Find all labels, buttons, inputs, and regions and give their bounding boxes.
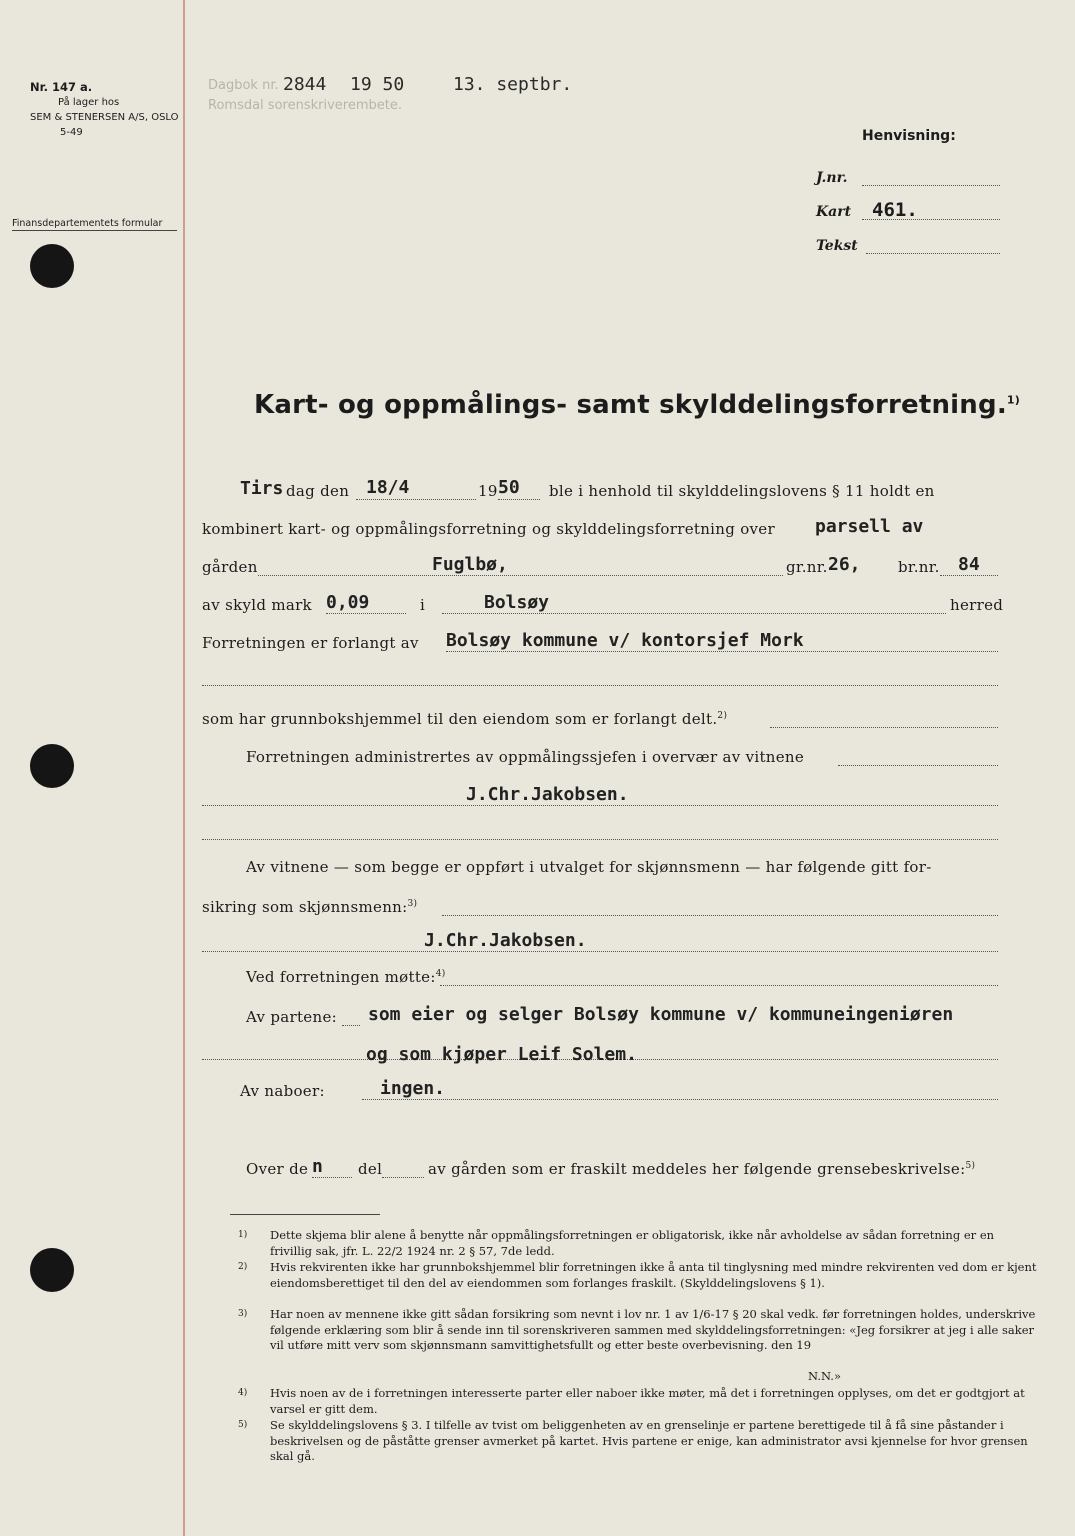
del-label: del [358,1160,383,1178]
blank-line [202,684,998,686]
brnr-value: 84 [958,554,980,575]
footnote-text: Har noen av mennene ikke gitt sådan forsikring som nevnt i lov nr. 1 av 1/6-17 § 20 skal vedk. før forretningen holdes, underskrive følgende erklæring som blir å sende inn til sorenskriveren sammen med skylddelingsforretningen: «Jeg forsikrer at jeg i alle saker vil utføre mitt verv som skjønnsmann samvittighetsfullt og etter beste overbevisning. den 19 [270,1307,1036,1353]
requested-line [446,650,998,652]
parties-value-2: og som kjøper Leif Solem. [366,1044,637,1065]
del-line [382,1176,424,1178]
footnote-text: Dette skjema blir alene å benytte når oppmålingsforretningen er obligatorisk, ikke når avholdelse av sådan forretning er en frivillig sak, jfr. L. 22/2 1924 nr. 2 § 57, 7de ledd. [270,1228,995,1258]
farm-label: gården [202,558,258,576]
jnr-label: J.nr. [816,170,848,186]
journal-date: 13. septbr. [453,74,573,95]
line2-text: kombinert kart- og oppmålingsforretning og skylddelingsforretning over [202,520,775,538]
footnote-mark: 5) [238,1420,248,1430]
witness-text-2-note: 3) [407,899,418,909]
boundary-note: 5) [965,1161,976,1171]
farm-line [258,574,783,576]
title-line [202,710,727,728]
line1-rest: ble i henhold til skylddelingslovens § 11 holdt en [549,482,935,500]
year-line [498,498,540,500]
footnote-1 [238,1228,1038,1259]
journal-prefix: Dagbok nr. [208,78,279,93]
requested-label: Forretningen er forlangt av [202,634,419,652]
footnote-mark: 3) [238,1309,248,1319]
tekst-label: Tekst [816,238,858,254]
neighbours-label: Av naboer: [240,1082,325,1100]
form-number: Nr. 147 a. [30,80,93,94]
line2-value: parsell av [815,516,924,537]
witness-text-2-label: sikring som skjønnsmenn: [202,898,408,916]
boundary-text [428,1160,975,1178]
title-line-text: som har grunnbokshjemmel til den eiendom som er forlangt delt. [202,710,718,728]
witness-text-line [442,914,998,916]
footnote-text: N.N.» [808,1369,842,1383]
brnr-label: br.nr. [898,558,940,576]
year-value: 50 [498,477,520,498]
title-note: 1) [1006,393,1020,407]
brnr-line [940,574,998,576]
skyld-value: 0,09 [326,592,370,613]
footnote-mark: 4) [238,1388,248,1398]
title-line-note: 2) [717,711,728,721]
office-name: Romsdal sorenskriverembete. [208,98,402,113]
met-note: 4) [435,969,446,979]
footnote-text: Hvis noen av de i forretningen interesserte parter eller naboer ikke møter, må det i forretningen opplyses, om det er godtgjort at varsel er gitt dem. [270,1386,1025,1416]
footnote-text: Hvis rekvirenten ikke har grunnbokshjemmel blir forretningen ikke å anta til tinglysning med mindre rekvirenten ved dom er kjent eiendomsberettiget til den del av eiendommen som forlanges fraskilt. (Skylddelingslovens § 1). [270,1260,1037,1290]
witness-line-2 [202,838,998,840]
skyld-line [326,612,406,614]
kart-value: 461. [872,199,918,221]
grnr-value: 26, [828,554,861,575]
witness-text-2 [202,898,417,916]
journal-number: 2844 [283,74,327,95]
jnr-line [862,184,1000,186]
administered-text: Forretningen administrertes av oppmålingssjefen i overvær av vitnene [246,748,805,766]
parties-value-1: som eier og selger Bolsøy kommune v/ kommuneingeniøren [368,1004,954,1025]
reference-heading: Henvisning: [862,128,956,144]
boundary-text-label: av gården som er fraskilt meddeles her følgende grensebeskrivelse: [428,1160,966,1178]
parties-dots [342,1024,360,1026]
title-text: Kart- og oppmålings- samt skylddelingsforretning. [254,390,1007,420]
footnote-4 [238,1386,1038,1417]
divider [12,230,177,231]
neighbours-line [362,1098,998,1100]
printer-name: SEM & STENERSEN A/S, OSLO [30,112,179,123]
i-label: i [420,596,426,614]
grnr-label: gr.nr. [786,558,828,576]
met-label-text: Ved forretningen møtte: [246,968,436,986]
page-title [254,390,1020,420]
stock-line: På lager hos [58,97,120,108]
skyld-label: av skyld mark [202,596,312,614]
witness-1: J.Chr.Jakobsen. [466,784,629,805]
weekday-value: Tirs [240,478,284,499]
footnote-5 [238,1418,1038,1465]
over-value: n [312,1156,323,1177]
margin-rule [183,0,185,1536]
witness-line-3 [202,950,998,952]
over-label: Over de [246,1160,309,1178]
tekst-line [866,252,1000,254]
punch-hole [30,1248,74,1292]
parties-label: Av partene: [246,1008,337,1026]
punch-hole [30,244,74,288]
neighbours-value: ingen. [380,1078,446,1099]
footnote-signature [808,1369,908,1385]
witness-text-1: Av vitnene — som begge er oppført i utvalget for skjønnsmenn — har følgende gitt for- [246,858,932,876]
witness-line-1 [202,804,998,806]
footnote-2 [238,1260,1038,1291]
edition: 5-49 [60,127,83,138]
requested-value: Bolsøy kommune v/ kontorsjef Mork [446,630,804,651]
footnote-rule [230,1214,380,1215]
administered-line [838,764,998,766]
met-line [440,984,998,986]
footnote-3 [238,1307,1038,1354]
journal-year: 19 50 [350,74,405,95]
date-value: 18/4 [366,477,410,498]
herred-value: Bolsøy [484,592,550,613]
over-line [312,1176,352,1178]
farm-value: Fuglbø, [432,554,508,575]
title-line-dots [770,726,998,728]
day-label: dag den [286,482,350,500]
kart-label: Kart [816,204,852,220]
year-prefix: 19 [478,482,498,500]
footnote-mark: 1) [238,1230,248,1240]
ministry-label: Finansdepartementets formular [12,218,163,229]
footnote-mark: 2) [238,1262,248,1272]
witness-2: J.Chr.Jakobsen. [424,930,587,951]
herred-label: herred [950,596,1004,614]
form-info [30,80,179,140]
date-line [356,498,476,500]
footnote-text: Se skylddelingslovens § 3. I tilfelle av tvist om beliggenheten av en grenselinje er partene berettigede til å få sine påstander i beskrivelsen og de påståtte grenser avmerket på kartet. Hvis partene er enige, kan administrator avsi kjennelse for hvor grensen skal gå. [270,1418,1028,1464]
punch-hole [30,744,74,788]
met-label [246,968,446,986]
